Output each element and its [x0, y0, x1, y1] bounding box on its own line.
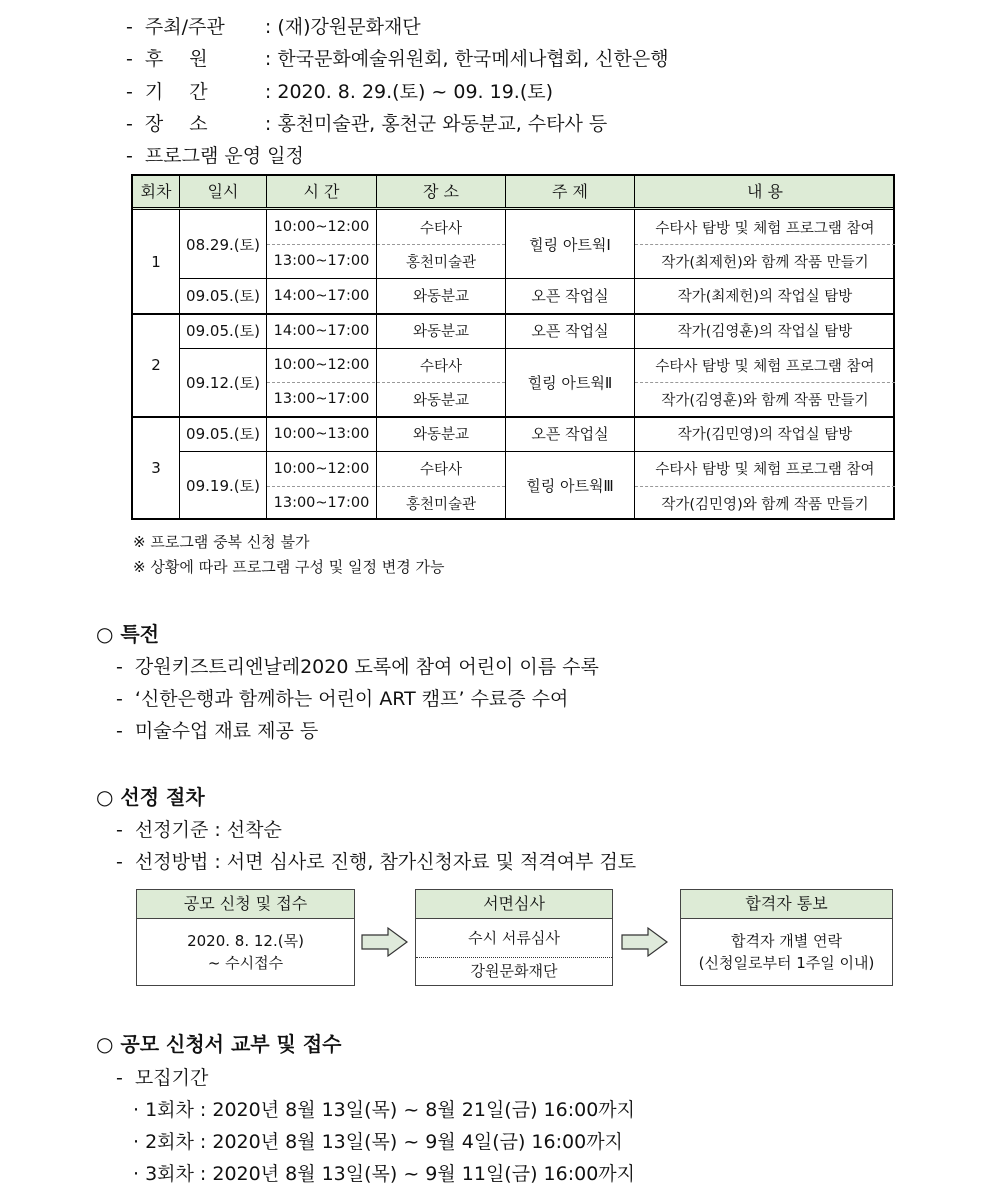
date-cell: 09.19.(토) [186, 477, 260, 495]
right-arrow-icon [620, 926, 670, 958]
selection-item [116, 819, 282, 841]
time-cell: 10:00~12:00 [273, 357, 370, 373]
info-value: 홍천미술관, 홍천군 와동분교, 수타사 등 [277, 113, 608, 135]
content-cell: 작가(최제헌)의 작업실 탐방 [677, 289, 853, 305]
content-cell: 수타사 탐방 및 체험 프로그램 참여 [655, 358, 875, 375]
note: ※ 상황에 따라 프로그램 구성 및 일정 변경 가능 [133, 558, 445, 576]
round-number: 1 [151, 252, 161, 271]
period-item: · 1회차 : 2020년 8월 13일(목) ~ 8월 21일(금) 16:00까지 [133, 1099, 635, 1121]
topic-cell: 힐링 아트웍Ⅱ [527, 373, 613, 392]
content-cell: 작가(김영훈)의 작업실 탐방 [677, 324, 853, 340]
header-topic: 주 제 [506, 176, 635, 208]
bullet: - [116, 656, 123, 678]
round-number: 3 [151, 459, 161, 477]
period-item: · 3회차 : 2020년 8월 13일(목) ~ 9월 11일(금) 16:00까지 [133, 1163, 635, 1185]
time-cell: 13:00~17:00 [273, 253, 370, 269]
place-cell: 수타사 [419, 220, 463, 237]
topic-cell: 힐링 아트웍Ⅲ [526, 477, 614, 495]
date-cell: 09.05.(토) [186, 287, 260, 305]
bullet: - [126, 81, 133, 103]
date-cell: 09.05.(토) [186, 322, 260, 340]
info-sep: : [264, 16, 272, 38]
place-cell: 수타사 [419, 462, 463, 478]
round-number: 2 [151, 355, 161, 374]
period-label-text: 모집기간 [134, 1067, 209, 1089]
info-value: 2020. 8. 29.(토) ~ 09. 19.(토) [277, 81, 554, 103]
topic-cell: 오픈 작업실 [531, 287, 609, 305]
place-cell: 수타사 [419, 358, 463, 375]
selection-text: 선정방법 : 서면 심사로 진행, 참가신청자료 및 적격여부 검토 [134, 851, 637, 873]
bullet: - [116, 688, 123, 710]
topic-cell: 오픈 작업실 [531, 425, 609, 443]
info-row [126, 81, 553, 103]
period-label [116, 1067, 208, 1089]
selection-text: 선정기준 : 선착순 [134, 819, 282, 841]
flow-step-head: 합격자 통보 [681, 890, 892, 919]
benefit-text: 미술수업 재료 제공 등 [134, 720, 319, 742]
topic-cell: 오픈 작업실 [531, 322, 609, 340]
selection-item [116, 851, 636, 873]
bullet: - [116, 851, 123, 873]
content-cell: 작가(김민영)의 작업실 탐방 [677, 427, 853, 443]
benefits-title: ○ 특전 [96, 622, 160, 646]
schedule-title [126, 145, 304, 167]
flow-step-review [415, 889, 613, 986]
time-cell: 13:00~17:00 [273, 391, 370, 407]
flow-step-head: 서면심사 [416, 890, 612, 919]
time-cell: 10:00~13:00 [273, 425, 370, 442]
info-key: 기 간 [144, 81, 218, 103]
content-cell: 작가(김민영)와 함께 작품 만들기 [661, 496, 869, 513]
info-sep: : [264, 48, 272, 70]
time-cell: 10:00~12:00 [273, 460, 370, 477]
header-place: 장 소 [377, 176, 506, 208]
info-row [126, 48, 669, 70]
application-title: ○ 공모 신청서 교부 및 접수 [96, 1032, 342, 1056]
bullet: - [116, 819, 123, 841]
time-cell: 14:00~17:00 [273, 287, 370, 304]
info-value: (재)강원문화재단 [277, 16, 421, 38]
time-cell: 14:00~17:00 [273, 322, 370, 339]
info-key: 후 원 [144, 48, 218, 70]
date-cell: 08.29.(토) [186, 235, 260, 254]
content-cell: 수타사 탐방 및 체험 프로그램 참여 [655, 220, 875, 237]
flow-divider [416, 957, 612, 958]
benefit-text: ‘신한은행과 함께하는 어린이 ART 캠프’ 수료증 수여 [134, 688, 569, 710]
place-cell: 홍천미술관 [405, 496, 477, 513]
bullet: - [116, 720, 123, 742]
info-sep: : [264, 81, 272, 103]
place-cell: 와동분교 [412, 324, 470, 340]
time-cell: 10:00~12:00 [273, 219, 370, 235]
note: ※ 프로그램 중복 신청 불가 [133, 533, 310, 551]
content-cell: 수타사 탐방 및 체험 프로그램 참여 [655, 462, 875, 478]
flow-step-head: 공모 신청 및 접수 [137, 890, 354, 919]
bullet: - [126, 145, 133, 167]
benefit-item [116, 656, 599, 678]
date-cell: 09.05.(토) [186, 425, 260, 443]
benefit-item [116, 688, 568, 710]
content-cell: 작가(김영훈)와 함께 작품 만들기 [661, 392, 869, 409]
info-row [126, 113, 607, 135]
info-sep: : [264, 113, 272, 135]
bullet: - [126, 48, 133, 70]
benefit-item [116, 720, 318, 742]
content-cell: 작가(최제헌)와 함께 작품 만들기 [661, 254, 869, 271]
flow-step-line: 2020. 8. 12.(목) [187, 932, 304, 950]
bullet: - [126, 16, 133, 38]
place-cell: 와동분교 [412, 392, 470, 409]
flow-step-line: ~ 수시접수 [207, 954, 284, 972]
flow-step-line: 수시 서류심사 [468, 929, 560, 947]
header-time: 시 간 [267, 176, 377, 208]
schedule-title-text: 프로그램 운영 일정 [144, 145, 304, 167]
flow-step-notify [680, 889, 893, 986]
flow-step-apply [136, 889, 355, 986]
flow-step-line: (신청일로부터 1주일 이내) [698, 954, 875, 972]
bullet: - [126, 113, 133, 135]
place-cell: 와동분교 [412, 427, 470, 443]
info-value: 한국문화예술위원회, 한국메세나협회, 신한은행 [277, 48, 669, 70]
schedule-table [131, 174, 895, 520]
period-item: · 2회차 : 2020년 8월 13일(목) ~ 9월 4일(금) 16:00까지 [133, 1131, 623, 1153]
time-cell: 13:00~17:00 [273, 495, 370, 511]
topic-cell: 힐링 아트웍Ⅰ [529, 235, 611, 254]
selection-title: ○ 선정 절차 [96, 785, 205, 809]
flow-step-line: 강원문화재단 [470, 962, 558, 980]
date-cell: 09.12.(토) [186, 373, 260, 392]
header-date: 일시 [180, 176, 267, 208]
flow-step-line: 합격자 개별 연락 [731, 932, 842, 950]
bullet: - [116, 1067, 123, 1089]
info-row [126, 16, 421, 38]
right-arrow-icon [360, 926, 410, 958]
header-content: 내 용 [747, 182, 783, 201]
place-cell: 와동분교 [412, 289, 470, 305]
benefit-text: 강원키즈트리엔날레2020 도록에 참여 어린이 이름 수록 [134, 656, 599, 678]
info-key: 주최/주관 [144, 16, 225, 38]
info-key: 장 소 [144, 113, 218, 135]
place-cell: 홍천미술관 [405, 254, 477, 271]
header-round: 회차 [133, 176, 180, 208]
table-header [133, 176, 893, 210]
